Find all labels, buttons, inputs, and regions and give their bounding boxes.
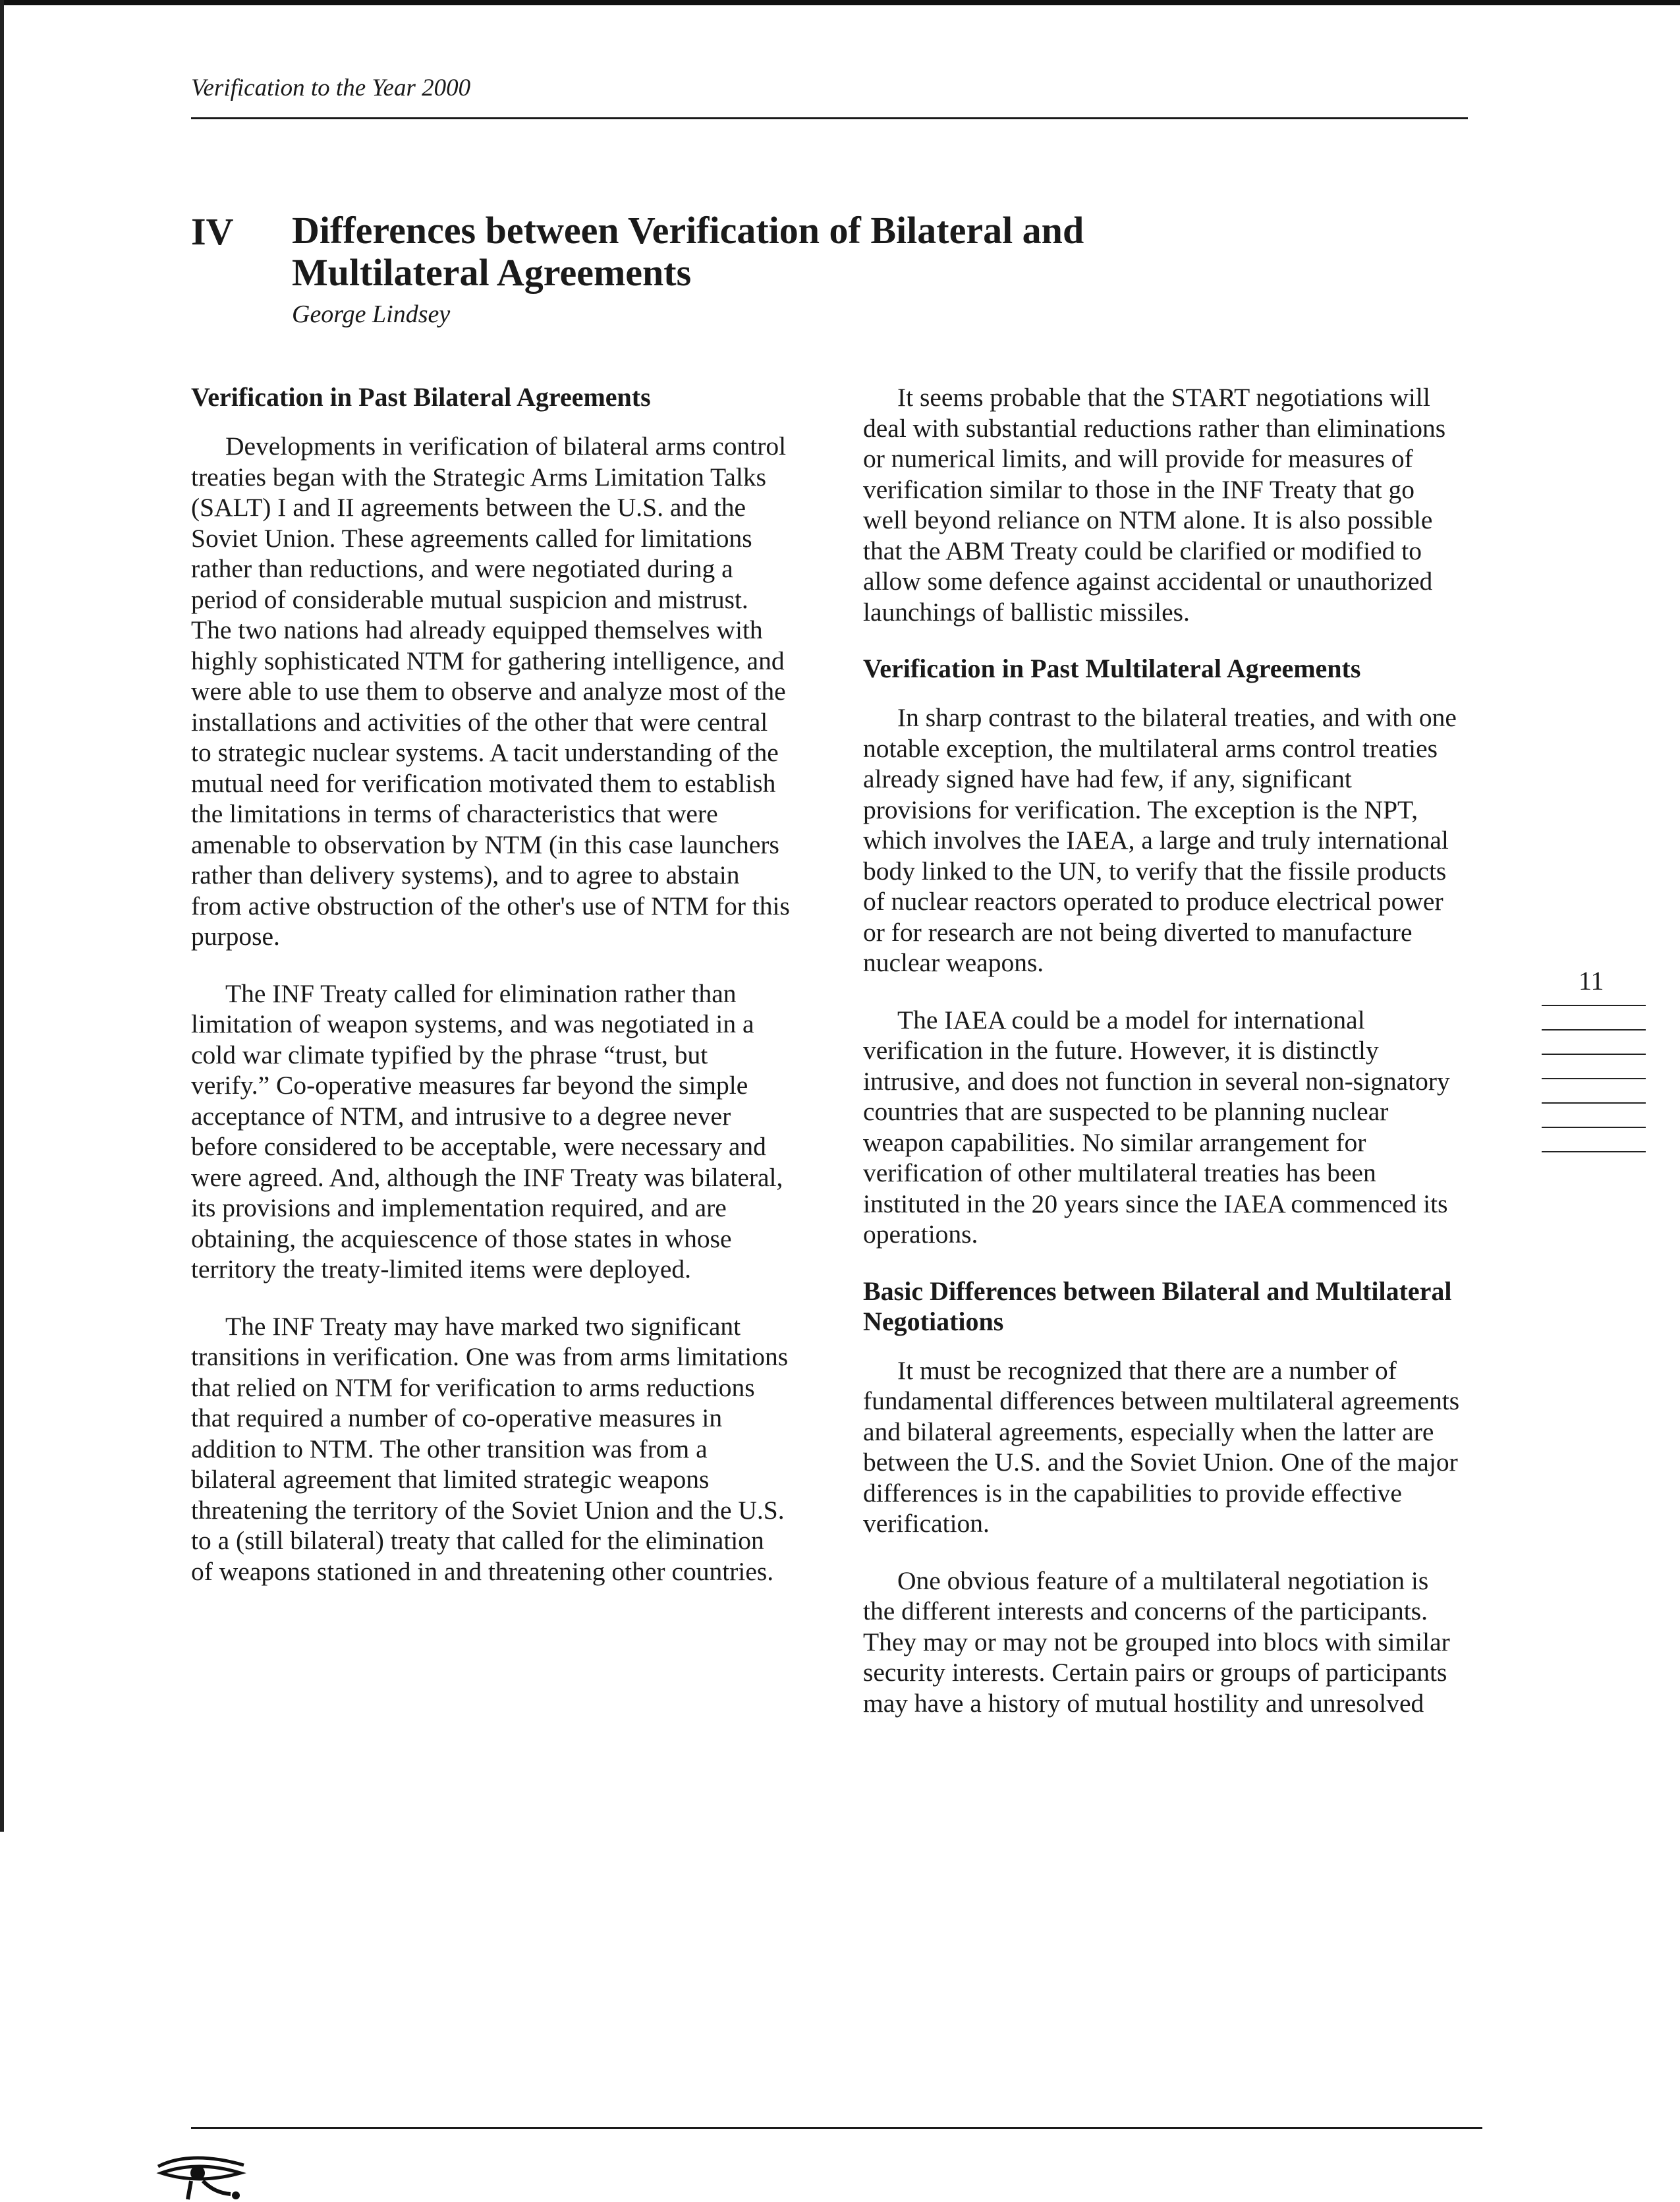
margin-rule — [1542, 1054, 1646, 1055]
left-column — [191, 382, 791, 1613]
paragraph: Developments in verification of bilateral arms control treaties began with the Strategic Arms Limitation Talks (SALT) I and II agreements between the U.S. and the Soviet Union. These agreements called for limitations rather than reductions, and were negotiated during a period of considerable mutual suspicion and mistrust. The two nations had already equipped themselves with highly sophisticated NTM for gathering intelligence, and were able to use them to observe and analyze most of the installations and activities of the other that were central to strategic nuclear systems. A tacit understanding of the mutual need for verification motivated them to establish the limitations in terms of characteristics that were amenable to observation by NTM (in this case launchers rather than delivery systems), and to agree to abstain from active obstruction of the other's use of NTM for this purpose. — [191, 432, 790, 951]
header-rule — [191, 117, 1468, 119]
chapter-number: IV — [191, 210, 234, 253]
paragraph: The IAEA could be a model for international verification in the future. However, it is distinctly intrusive, and does not function in several non-signatory countries that are suspected to be planning nuclear weapon capabilities. No similar arrangement for verification of other multilateral treaties has been instituted in the 20 years since the IAEA commenced its operations. — [863, 1005, 1450, 1249]
paragraph: The INF Treaty called for elimination rather than limitation of weapon systems, and was negotiated in a cold war climate typified by the phrase “trust, but verify.” Co-operative measures far beyond the simple acceptance of NTM, and intrusive to a degree never before considered to be acceptable, were necessary and were agreed. And, although the INF Treaty was bilateral, its provisions and implementation required, and are obtaining, the acquiescence of those states in whose territory the treaty-limited items were deployed. — [191, 978, 783, 1284]
paragraph: It seems probable that the START negotiations will deal with substantial reductions rather than eliminations or numerical limits, and will provide for measures of verification similar to those in the INF Treaty that go well beyond reliance on NTM alone. It is also possible that the ABM Treaty could be clarified or modified to allow some defence against accidental or unauthorized launchings of ballistic missiles. — [863, 383, 1446, 627]
margin-rule — [1542, 1102, 1646, 1104]
left-border — [0, 0, 4, 1832]
paragraph: One obvious feature of a multilateral negotiation is the different interests and concerns of the participants. They may or may not be grouped into blocs with similar security interests. Certain pairs or groups of participants may have a history of mutual hostility and unresolved — [863, 1566, 1450, 1718]
footer-rule — [191, 2127, 1482, 2129]
margin-rule — [1542, 1078, 1646, 1079]
margin-rule — [1542, 1029, 1646, 1030]
section-heading-multilateral: Verification in Past Multilateral Agreements — [863, 654, 1361, 683]
paragraph: In sharp contrast to the bilateral treaties, and with one notable exception, the multilateral arms control treaties already signed have had few, if any, significant provisions for verification. The exception is the NPT, which involves the IAEA, a large and truly international body linked to the UN, to verify that the fissile products of nuclear reactors operated to produce electrical power or for research are not being diverted to manufacture nuclear weapons. — [863, 703, 1457, 977]
running-head: Verification to the Year 2000 — [191, 74, 471, 101]
top-border — [0, 0, 1680, 5]
eye-logo-icon — [152, 2147, 250, 2202]
section-heading-bilateral: Verification in Past Bilateral Agreements — [191, 382, 651, 412]
paragraph: The INF Treaty may have marked two significant transitions in verification. One was from arms limitations that relied on NTM for verification to arms reductions that required a number of co-operative measures in addition to NTM. The other transition was from a bilateral agreement that limited strategic weapons threatening the territory of the Soviet Union and the U.S. to a (still bilateral) treaty that called for the elimination of weapons stationed in and threatening other countries. — [191, 1311, 789, 1586]
margin-rules — [1542, 1005, 1646, 1175]
margin-rule — [1542, 1005, 1646, 1006]
chapter-title: Differences between Verification of Bilateral and Multilateral Agreements — [292, 209, 1084, 294]
chapter-author: George Lindsey — [292, 300, 451, 328]
margin-rule — [1542, 1151, 1646, 1152]
paragraph: It must be recognized that there are a number of fundamental differences between multilateral agreements and bilateral agreements, especially when the latter are between the U.S. and the Soviet Union. One of the major differences is in the capabilities to provide effective verification. — [863, 1355, 1460, 1538]
margin-rule — [1542, 1127, 1646, 1128]
section-heading-differences: Basic Differences between Bilateral and Multilateral Negotiations — [863, 1276, 1452, 1336]
page-number: 11 — [1579, 966, 1604, 996]
right-column — [863, 382, 1463, 1745]
